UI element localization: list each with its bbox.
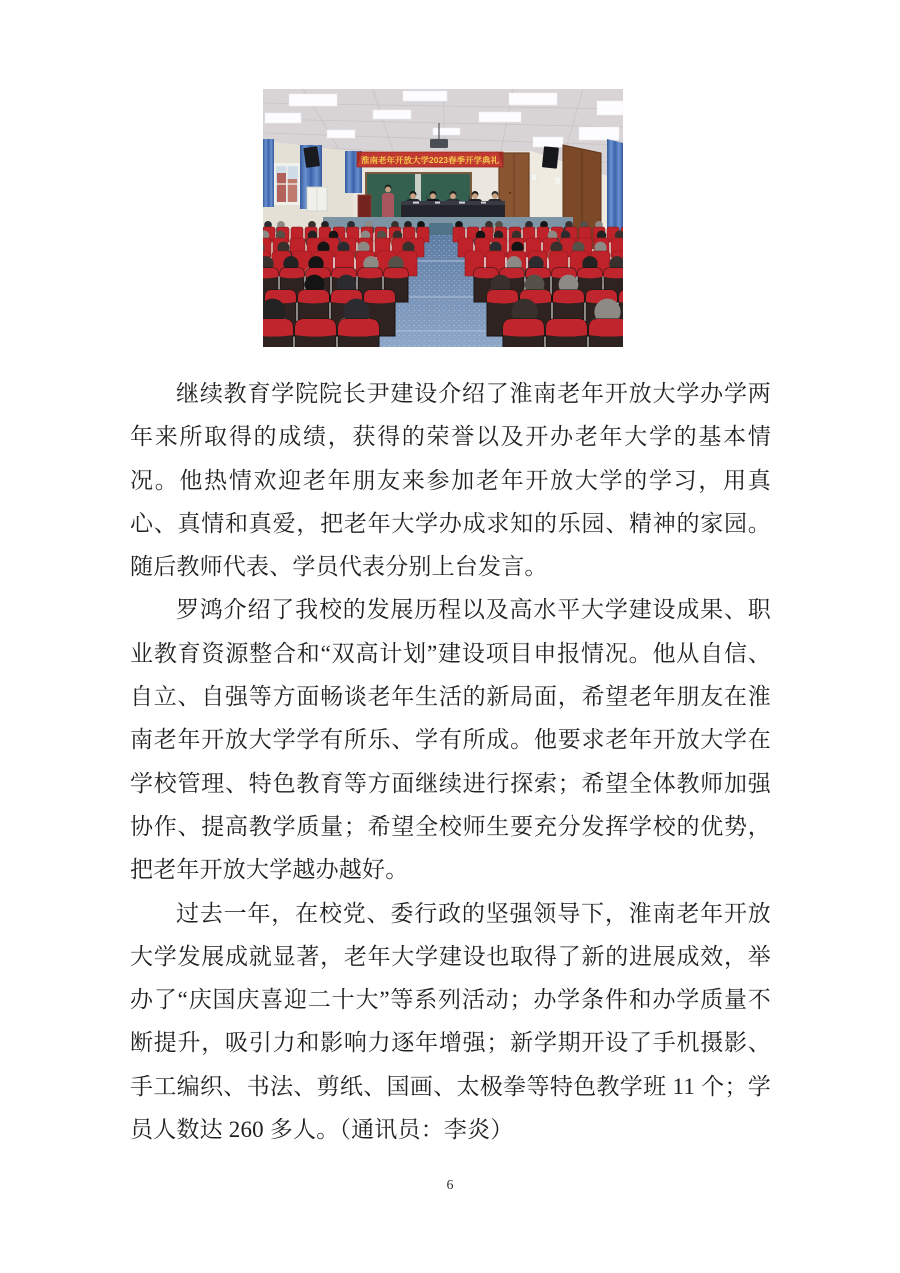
wall-speaker-right [542,146,559,168]
paragraph-3: 过去一年，在校党、委行政的坚强领导下，淮南老年开放大学发展成就显著，老年大学建设也取得了新的进展成效，举办了“庆国庆喜迎二十大”等系列活动；办学条件和办学质量不断提升，吸引力和影响力逐年增强；新学期开设了手机摄影、手工编织、书法、剪纸、国画、太极拳等特色教学班 11 个；学员人数达 260 多人。（通讯员：李炎） [130,900,771,1143]
paragraph-1: 继续教育学院院长尹建设介绍了淮南老年开放大学办学两年来所取得的成绩，获得的荣誉以及开办老年大学的基本情况。他热情欢迎老年朋友来参加老年开放大学的学习，用真心、真情和真爱，把老年大学办成求知的乐园、精神的家园。随后教师代表、学员代表分别上台发言。 [130,381,771,580]
podium [358,195,371,218]
paragraph-2: 罗鸿介绍了我校的发展历程以及高水平大学建设成果、职业教育资源整合和“双高计划”建设项目申报情况。他从自信、自立、自强等方面畅谈老年生活的新局面，希望老年朋友在淮南老年开放大学学有所乐、学有所成。他要求老年开放大学在学校管理、特色教育等方面继续进行探索；希望全体教师加强协作、提高教学质量；希望全校师生要充分发挥学校的优势，把老年开放大学越办越好。 [130,597,771,883]
article-body [130,372,771,1151]
photo-banner [357,152,503,167]
event-photo-illustration [263,89,623,347]
banner-text: 淮南老年开放大学2023春季开学典礼 [361,156,494,166]
wall-speaker-left [303,146,320,168]
page-number: 6 [446,1178,454,1193]
event-photo [263,89,623,347]
